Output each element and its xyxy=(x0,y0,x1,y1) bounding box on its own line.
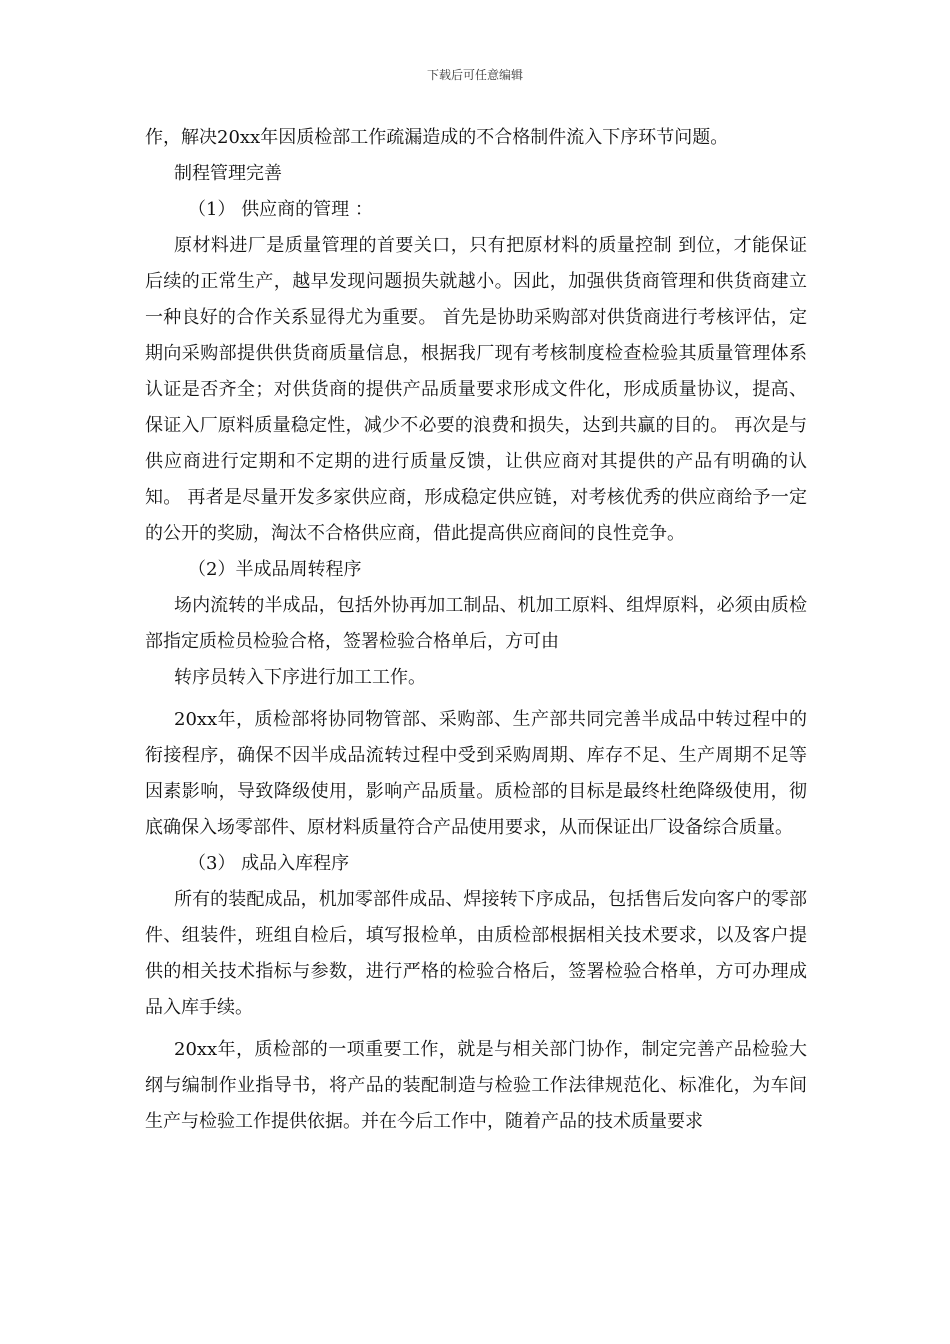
paragraph-semi-finished-plan: 20xx年，质检部将协同物管部、采购部、生产部共同完善半成品中转过程中的衔接程序，确保不因半成品流转过程中受到采购周期、库存不足、生产周期不足等因素影响，导致降级使用，影响产品质量。质检部的目标是最终杜绝降级使用，彻底确保入场零部件、原材料质量符合产品使用要求，从而保证出厂设备综合质量。 xyxy=(145,709,807,838)
subheading-finished-storage: （3） 成品入库程序 xyxy=(188,853,350,874)
section-heading-process-management: 制程管理完善 xyxy=(174,163,282,184)
subheading-supplier-management: （1） 供应商的管理 ： xyxy=(188,199,373,220)
paragraph-transfer-operator: 转序员转入下序进行加工工作。 xyxy=(174,667,426,688)
paragraph-continuation: 作，解决20xx年因质检部工作疏漏造成的不合格制件流入下序环节问题。 xyxy=(145,127,729,148)
paragraph-finished-storage: 所有的装配成品，机加零部件成品、焊接转下序成品，包括售后发向客户的零部件、组装件，班组自检后，填写报检单，由质检部根据相关技术要求，以及客户提供的相关技术指标与参数，进行严格的检验合格后，签署检验合格单，方可办理成品入库手续。 xyxy=(145,889,807,1018)
paragraph-inspection-outline: 20xx年，质检部的一项重要工作，就是与相关部门协作，制定完善产品检验大纲与编制作业指导书，将产品的装配制造与检验工作法律规范化、标准化，为车间生产与检验工作提供依据。并在今后工作中，随着产品的技术质量要求 xyxy=(145,1039,807,1132)
subheading-semi-finished-turnover: （2）半成品周转程序 xyxy=(188,559,362,580)
document-body xyxy=(145,120,807,1140)
page-header: 下载后可任意编辑 xyxy=(426,68,523,82)
paragraph-semi-finished-inspection: 场内流转的半成品，包括外协再加工制品、机加工原料、组焊原料，必须由质检部指定质检员检验合格，签署检验合格单后，方可由 xyxy=(145,595,807,652)
paragraph-supplier-management: 原材料进厂是质量管理的首要关口，只有把原材料的质量控制 到位，才能保证后续的正常生产，越早发现问题损失就越小。因此，加强供货商管理和供货商建立一种良好的合作关系显得尤为重要。 首先是协助采购部对供货商进行考核评估，定期向采购部提供供货商质量信息，根据我厂现有考核制度检查检验其质量管理体系认证是否齐全；对供货商的提供产品质量要求形成文件化，形成质量协议，提高、保证入厂原料质量稳定性，减少不必要的浪费和损失，达到共赢的目的。 再次是与供应商进行定期和不定期的进行质量反馈，让供应商对其提供的产品有明确的认知。 再者是尽量开发多家供应商，形成稳定供应链，对考核优秀的供应商给予一定的公开的奖励，淘汰不合格供应商，借此提高供应商间的良性竞争。 xyxy=(145,235,807,544)
